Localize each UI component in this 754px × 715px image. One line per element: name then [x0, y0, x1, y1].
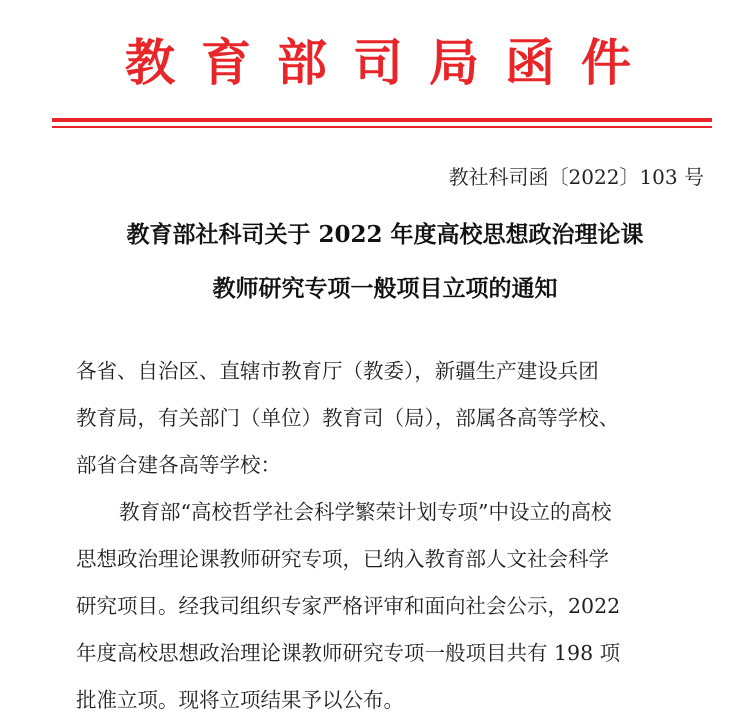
- letterhead-rule-thick: [52, 118, 712, 122]
- body-line: 年度高校思想政治理论课教师研究专项一般项目共有 198 项: [76, 641, 621, 665]
- body-line: 教育部“高校哲学社会科学繁荣计划专项”中设立的高校: [119, 500, 612, 524]
- body-line: 研究项目。经我司组织专家严格评审和面向社会公示，2022: [76, 594, 621, 618]
- body-line: 部省合建各高等学校：: [76, 453, 281, 477]
- body-line: 各省、自治区、直辖市教育厅（教委），新疆生产建设兵团: [76, 359, 599, 383]
- body-line: 教育局，有关部门（单位）教育司（局），部属各高等学校、: [76, 406, 620, 430]
- letterhead-title: 教育部司局函件: [125, 34, 657, 92]
- body-line: 批准立项。现将立项结果予以公布。: [76, 688, 404, 712]
- document-title-line-1: 教育部社科司关于 2022 年度高校思想政治理论课: [126, 221, 644, 248]
- document-title-line-2: 教师研究专项一般项目立项的通知: [212, 275, 558, 302]
- body-line: 思想政治理论课教师研究专项，已纳入教育部人文社会科学: [76, 547, 609, 571]
- letterhead-rule-thin: [52, 126, 712, 128]
- document-number: 教社科司函〔2022〕103 号: [448, 165, 704, 189]
